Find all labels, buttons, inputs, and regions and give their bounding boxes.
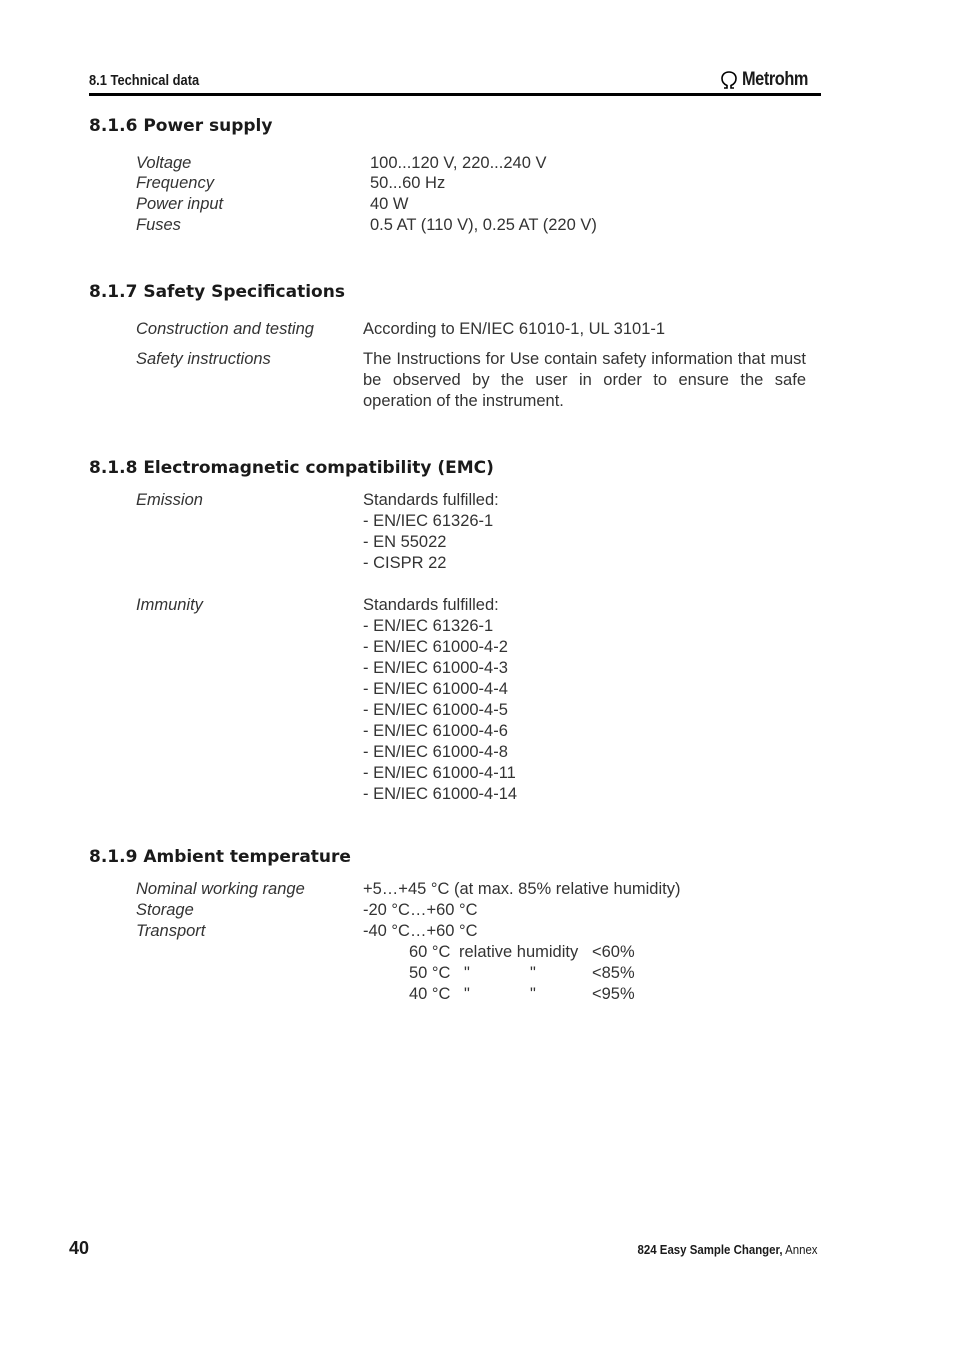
label-fuses: Fuses	[136, 216, 181, 234]
header-rule	[89, 93, 821, 96]
label-nominal-working-range: Nominal working range	[136, 880, 305, 898]
immunity-standards-list	[363, 595, 517, 805]
value-voltage: 100...120 V, 220...240 V	[370, 154, 547, 172]
list-item: - EN/IEC 61000-4-6	[363, 722, 508, 740]
emission-standards-list	[363, 490, 499, 574]
value-storage: -20 °C…+60 °C	[363, 901, 478, 919]
list-item: - EN/IEC 61000-4-4	[363, 680, 508, 698]
list-item: - CISPR 22	[363, 554, 447, 572]
humidity-value-50: <85%	[592, 964, 635, 982]
label-safety-instructions: Safety instructions	[136, 350, 271, 368]
section-title-emc: 8.1.8 Electromagnetic compatibility (EMC)	[89, 458, 494, 478]
ditto-mark: "	[530, 985, 536, 1003]
label-power-input: Power input	[136, 195, 224, 213]
footer-product	[638, 1242, 818, 1257]
label-emission: Emission	[136, 491, 203, 509]
ditto-mark: "	[530, 964, 536, 982]
section-title-ambient-temperature: 8.1.9 Ambient temperature	[89, 847, 351, 867]
list-item: - EN 55022	[363, 533, 447, 551]
humidity-value-60: <60%	[592, 943, 635, 961]
section-title-safety: 8.1.7 Safety Specifications	[89, 282, 345, 302]
list-item: - EN/IEC 61326-1	[363, 617, 494, 635]
value-construction-testing: According to EN/IEC 61010-1, UL 3101-1	[363, 320, 666, 338]
humidity-temp-50: 50 °C	[409, 964, 451, 982]
list-item: - EN/IEC 61000-4-14	[363, 785, 518, 803]
list-item: - EN/IEC 61000-4-3	[363, 659, 508, 677]
section-title-power-supply: 8.1.6 Power supply	[89, 116, 273, 136]
list-item: - EN/IEC 61000-4-11	[363, 764, 516, 782]
list-item: - EN/IEC 61000-4-2	[363, 638, 508, 656]
humidity-label: relative humidity	[459, 943, 579, 961]
value-frequency: 50...60 Hz	[370, 174, 446, 192]
ditto-mark: "	[464, 985, 470, 1003]
list-item: Standards fulfilled:	[363, 491, 499, 509]
list-item: - EN/IEC 61000-4-8	[363, 743, 508, 761]
page-number: 40	[69, 1238, 90, 1258]
footer-part: Annex	[783, 1242, 818, 1257]
humidity-temp-60: 60 °C	[409, 943, 451, 961]
brand-name: Metrohm	[742, 69, 808, 90]
label-immunity: Immunity	[136, 596, 203, 614]
value-transport: -40 °C…+60 °C	[363, 922, 478, 940]
label-frequency: Frequency	[136, 174, 214, 192]
brand-logo	[719, 69, 819, 91]
humidity-temp-40: 40 °C	[409, 985, 451, 1003]
omega-icon	[719, 70, 739, 90]
list-item: - EN/IEC 61326-1	[363, 512, 494, 530]
value-power-input: 40 W	[370, 195, 409, 213]
label-construction-testing: Construction and testing	[136, 320, 314, 338]
value-fuses: 0.5 AT (110 V), 0.25 AT (220 V)	[370, 216, 597, 234]
running-header: 8.1 Technical data	[89, 72, 200, 89]
label-voltage: Voltage	[136, 154, 192, 172]
value-safety-instructions: The Instructions for Use contain safety information that must be observed by the user in order to ensure the safe operation of the instrument.	[363, 350, 806, 410]
footer-product-name: 824 Easy Sample Changer,	[638, 1242, 784, 1257]
label-storage: Storage	[136, 901, 194, 919]
label-transport: Transport	[136, 922, 206, 940]
list-item: - EN/IEC 61000-4-5	[363, 701, 508, 719]
list-item: Standards fulfilled:	[363, 596, 499, 614]
humidity-value-40: <95%	[592, 985, 635, 1003]
value-nominal-working-range: +5…+45 °C (at max. 85% relative humidity)	[363, 880, 681, 898]
ditto-mark: "	[464, 964, 470, 982]
